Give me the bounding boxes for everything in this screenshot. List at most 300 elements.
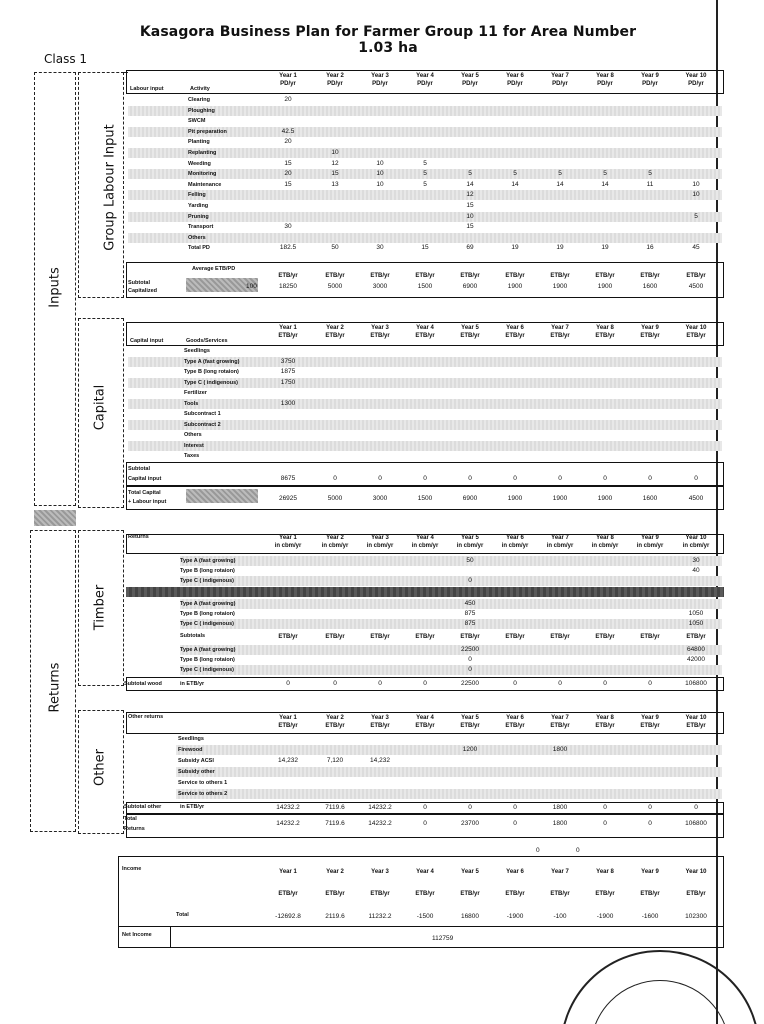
timber-y5-value: 875 [464,610,476,617]
capital-item-name: Others [184,432,202,438]
timber-type-name: Type A (fast growing) [180,647,236,653]
capital-subtotal-value: 0 [468,475,472,482]
year-header: Year 8 [596,73,614,79]
income-year-header: Year 5 [461,869,479,875]
income-total-value: 102300 [685,913,707,920]
timber-etb-unit: ETB/yr [278,634,298,640]
labour-input-total-label: + Labour input [128,499,167,505]
other-value: 1200 [462,746,478,753]
other-row-band [176,789,722,799]
total-returns-value: 1800 [552,820,568,827]
below-value-1: 0 [536,847,540,854]
capital-total-value: 1500 [417,495,433,502]
labour-row-band [128,116,722,126]
year-header: Year 4 [416,715,434,721]
total-returns-label-2: Returns [124,826,145,832]
labour-value: 69 [466,244,474,252]
timber-subtotals-label: Subtotals [180,633,206,639]
returns-header: Returns [128,534,149,540]
labour-activity-name: Pruning [188,213,209,220]
timber-row-band [180,566,722,576]
labour-value: 182.5 [279,244,297,252]
unit-header: ETB/yr [640,333,660,339]
average-etb-value: 100 [246,283,257,290]
income-unit-header: ETB/yr [505,891,525,897]
unit-header: ETB/yr [686,273,706,279]
labour-value: 5 [603,170,607,178]
labour-activity-name: Replanting [188,150,217,156]
timber-y5-value: 22500 [460,646,480,653]
income-total-value: -1900 [596,913,614,920]
timber-type-name: Type B (long rotaion) [180,611,235,617]
income-unit-header: ETB/yr [370,891,390,897]
year-header: Year 7 [551,715,569,721]
capital-item-name: Seedlings [184,348,210,354]
capital-total-box-shade [186,489,258,503]
unit-header: ETB/yr [325,333,345,339]
unit-header: ETB/yr [460,273,480,279]
unit-header: ETB/yr [505,723,525,729]
timber-subtotal-value: 0 [423,680,427,687]
unit-header: ETB/yr [370,333,390,339]
labour-activity-name: Felling [188,192,206,199]
inputs-label: Inputs [47,267,63,308]
total-returns-label-1: Total [124,816,137,822]
year-header: Year 5 [461,535,479,541]
year-header: Year 4 [416,535,434,541]
year-header: Year 8 [596,325,614,331]
year-header: Year 2 [326,715,344,721]
timber-subtotal-value: 106800 [685,680,707,687]
income-total-value: -1600 [641,913,659,920]
labour-subtotal-value: 1500 [417,283,433,290]
labour-row-band [128,148,722,158]
income-unit-header: ETB/yr [595,891,615,897]
unit-header: in cbm/yr [411,543,439,549]
timber-subtotal-value: 0 [286,680,290,687]
unit-header: PD/yr [642,81,658,87]
year-header: Year 6 [506,325,524,331]
year-header: Year 4 [416,325,434,331]
unit-header: ETB/yr [325,723,345,729]
below-value-2: 0 [576,847,580,854]
other-subtotal-value: 0 [513,804,517,811]
labour-value: 10 [376,180,384,188]
other-row-band [176,767,722,777]
unit-header: ETB/yr [415,273,435,279]
year-header: Year 3 [371,73,389,79]
total-returns-value: 14232.2 [368,820,392,827]
unit-header: ETB/yr [460,723,480,729]
subtotal-wood-label: Subtotal wood [124,681,162,687]
labour-value: 12 [331,159,339,167]
net-income-label: Net Income [122,932,152,938]
total-returns-value: 0 [648,820,652,827]
labour-value: 5 [423,180,427,188]
capital-item-name: Fertilizer [184,390,207,396]
income-unit-header: ETB/yr [325,891,345,897]
capital-row-band [128,346,722,356]
capital-item-name: Tools [184,400,199,407]
labour-value: 15 [284,159,292,167]
labour-subtotal-value: 5000 [327,283,343,290]
labour-value: 42.5 [281,127,295,135]
labour-value: 45 [692,244,700,252]
other-subtotal-value: 0 [423,804,427,811]
capital-item-value: 1875 [280,368,296,375]
year-header: Year 7 [551,325,569,331]
unit-header: in cbm/yr [636,543,664,549]
labour-value: 10 [376,170,384,178]
unit-header: ETB/yr [686,723,706,729]
timber-y5-value: 0 [468,666,472,673]
timber-y10-value: 1050 [688,620,704,627]
timber-y10-value: 42000 [686,656,706,663]
total-returns-value: 23700 [460,820,480,827]
labour-subtotal-value: 6900 [462,283,478,290]
unit-header: ETB/yr [595,723,615,729]
labour-value: 14 [556,180,564,188]
year-header: Year 5 [461,73,479,79]
year-header: Year 6 [506,535,524,541]
labour-value: 14 [466,180,474,188]
year-header: Year 5 [461,325,479,331]
income-year-header: Year 6 [506,869,524,875]
labour-value: 5 [648,170,652,178]
other-item-name: Service to others 1 [178,780,228,786]
class-label: Class 1 [44,52,88,66]
labour-activity-name: Weeding [188,160,211,167]
returns-label: Returns [47,662,63,713]
timber-etb-unit: ETB/yr [370,634,390,640]
timber-type-name: Type A (fast growing) [180,558,236,564]
labour-activity-name: Pit preparation [188,128,227,135]
year-header: Year 5 [461,715,479,721]
other-subtotal-value: 14232.2 [368,804,392,811]
other-item-name: Firewood [178,747,203,753]
labour-value: 10 [466,212,474,220]
labour-value: 12 [466,191,474,199]
capital-subtotal-value: 8675 [280,475,296,482]
capital-item-name: Type B (long rotaion) [184,369,239,375]
other-item-name: Subsidy ACSI [178,758,214,764]
income-unit-header: ETB/yr [278,891,298,897]
capital-subtotal-value: 0 [694,475,698,482]
capital-total-value: 3000 [372,495,388,502]
capital-total-value: 6900 [462,495,478,502]
year-header: Year 1 [279,715,297,721]
separator-block [34,510,76,526]
year-header: Year 10 [685,325,707,331]
capital-total-value: 5000 [327,495,343,502]
capital-subtotal-label: Subtotal [128,466,150,472]
other-value: 14,232 [278,757,298,764]
net-income-divider [170,926,171,948]
unit-header: in cbm/yr [321,543,349,549]
unit-header: in cbm/yr [682,543,710,549]
unit-header: ETB/yr [325,273,345,279]
capital-total-value: 1600 [642,495,658,502]
labour-value: 5 [423,159,427,167]
year-header: Year 4 [416,73,434,79]
net-income-top-line [118,926,724,927]
other-subtotal-value: 0 [694,804,698,811]
timber-type-name: Type B (long rotaion) [180,568,235,574]
labour-activity-name: Others [188,234,206,241]
timber-subtotal-value: 0 [513,680,517,687]
other-row-band [176,756,722,766]
year-header: Year 9 [641,325,659,331]
unit-header: in cbm/yr [274,543,302,549]
income-unit-header: ETB/yr [415,891,435,897]
goods-services-header: Goods/Services [186,338,228,344]
year-header: Year 2 [326,73,344,79]
unit-header: ETB/yr [550,723,570,729]
labour-subtotal-value: 3000 [372,283,388,290]
timber-label: Timber [92,584,108,631]
year-header: Year 3 [371,715,389,721]
income-year-header: Year 2 [326,869,344,875]
total-returns-value: 14232.2 [276,820,300,827]
year-header: Year 10 [685,715,707,721]
labour-row-band [128,106,722,116]
other-item-name: Subsidy other [178,769,215,775]
labour-row-band [128,190,722,200]
subtotal-other-label: Subtotal other [124,804,162,810]
unit-header: PD/yr [552,81,568,87]
timber-subtotal-value: 22500 [460,680,480,687]
timber-y5-value: 0 [468,656,472,663]
timber-subtotal-value: 0 [558,680,562,687]
total-returns-value: 7119.6 [325,820,345,827]
labour-row-band [128,137,722,147]
other-returns-header: Other returns [128,714,164,720]
timber-y10-value: 64800 [686,646,706,653]
timber-type-name: Type C ( indigenous) [180,578,234,584]
labour-activity-name: Maintenance [188,181,222,188]
labour-activity-name: Clearing [188,97,211,103]
other-label: Other [92,749,108,786]
labour-value: 15 [466,202,474,209]
capital-input-subtotal-label: Capital input [128,476,162,482]
labour-value: 14 [511,180,519,188]
timber-type-name: Type B (long rotaion) [180,657,235,663]
capital-item-name: Interest [184,442,204,449]
year-header: Year 3 [371,535,389,541]
unit-header: ETB/yr [370,723,390,729]
year-header: Year 10 [685,73,707,79]
unit-header: PD/yr [417,81,433,87]
unit-header: ETB/yr [550,333,570,339]
timber-etb-unit: ETB/yr [686,634,706,640]
capital-subtotal-value: 0 [423,475,427,482]
year-header: Year 6 [506,73,524,79]
labour-value: 15 [421,244,429,252]
unit-header: ETB/yr [278,273,298,279]
income-total-label: Total [176,912,189,918]
unit-header: PD/yr [597,81,613,87]
labour-value: 19 [601,244,609,252]
capital-subtotal-value: 0 [648,475,652,482]
unit-header: in cbm/yr [591,543,619,549]
labour-activity-name: Yarding [188,203,209,209]
capital-input-header: Capital input [130,338,164,344]
income-total-value: -12692.8 [275,913,301,920]
income-total-value: 2119.6 [325,913,345,920]
unit-header: ETB/yr [640,723,660,729]
labour-activity-name: Total PD [188,245,210,252]
labour-value: 5 [694,212,698,220]
capital-label: Capital [92,384,108,431]
income-year-header: Year 4 [416,869,434,875]
labour-activity-name: Ploughing [188,107,215,114]
year-header: Year 9 [641,73,659,79]
labour-activity-name: Transport [188,224,214,231]
timber-y10-value: 30 [692,557,700,564]
unit-header: ETB/yr [595,273,615,279]
capital-row-band [128,451,722,461]
timber-type-name: Type A (fast growing) [180,601,236,607]
labour-value: 10 [376,159,384,167]
capital-subtotal-value: 0 [378,475,382,482]
year-header: Year 8 [596,715,614,721]
unit-header: in cbm/yr [546,543,574,549]
income-year-header: Year 10 [685,869,707,875]
capital-subtotal-value: 0 [558,475,562,482]
capital-row-band [128,430,722,440]
labour-value: 20 [284,96,292,103]
labour-value: 15 [466,223,474,231]
total-returns-value: 0 [513,820,517,827]
other-subtotal-value: 1800 [552,804,568,811]
capital-total-value: 1900 [507,495,523,502]
unit-header: ETB/yr [505,273,525,279]
unit-header: PD/yr [688,81,704,87]
total-returns-value: 106800 [685,820,707,827]
labour-subtotal-value: 1900 [597,283,613,290]
unit-header: ETB/yr [460,333,480,339]
unit-header: ETB/yr [686,333,706,339]
labour-row-band [128,222,722,232]
income-unit-header: ETB/yr [460,891,480,897]
year-header: Year 1 [279,73,297,79]
year-header: Year 2 [326,535,344,541]
capital-item-name: Taxes [184,453,200,459]
timber-etb-unit: ETB/yr [325,634,345,640]
unit-header: PD/yr [327,81,343,87]
other-value: 1800 [552,746,568,753]
labour-subtotal-value: 18250 [278,283,298,290]
labour-value: 20 [284,138,292,146]
year-header: Year 2 [326,325,344,331]
other-subtotal-value: 7119.6 [325,804,345,811]
timber-y5-value: 0 [468,577,472,584]
group-labour-input-label: Group Labour Input [102,124,118,251]
capital-item-value: 1300 [280,399,296,407]
labour-value: 19 [511,244,519,252]
labour-value: 15 [331,170,339,178]
capital-total-value: 4500 [688,495,704,502]
capital-subtotal-value: 0 [603,475,607,482]
capital-item-name: Subcontract 1 [184,411,221,417]
in-etb-wood-label: in ETB/yr [180,681,205,687]
year-header: Year 3 [371,325,389,331]
labour-subtotal-label: Subtotal [128,280,150,286]
year-header: Year 6 [506,715,524,721]
timber-etb-unit: ETB/yr [550,634,570,640]
capital-total-value: 1900 [552,495,568,502]
capital-total-value: 26925 [278,495,298,502]
year-header: Year 7 [551,535,569,541]
labour-value: 50 [331,244,339,252]
capital-row-band [128,441,722,451]
total-capital-label: Total Capital [128,490,161,496]
labour-activity-name: Monitoring [188,171,217,178]
labour-value: 15 [284,180,292,188]
other-subtotal-value: 0 [468,804,472,811]
income-total-value: -1900 [506,913,524,920]
income-total-value: 16800 [460,913,480,920]
year-header: Year 8 [596,535,614,541]
income-total-value: -1500 [416,913,434,920]
timber-etb-unit: ETB/yr [640,634,660,640]
capital-item-name: Type A (fast growing) [184,358,240,365]
timber-etb-unit: ETB/yr [415,634,435,640]
average-etb-label: Average ETB/PD [192,266,236,272]
year-header: Year 7 [551,73,569,79]
labour-value: 5 [423,170,427,178]
unit-header: ETB/yr [640,273,660,279]
income-label: Income [122,866,142,872]
other-subtotal-value: 14232.2 [276,804,300,811]
year-header: Year 9 [641,715,659,721]
income-year-header: Year 3 [371,869,389,875]
timber-etb-unit: ETB/yr [505,634,525,640]
year-header: Year 1 [279,535,297,541]
labour-value: 10 [692,191,700,199]
income-unit-header: ETB/yr [640,891,660,897]
labour-value: 16 [646,244,654,252]
unit-header: ETB/yr [505,333,525,339]
labour-value: 30 [284,223,292,231]
unit-header: ETB/yr [550,273,570,279]
capital-item-name: Type C ( indigenous) [184,379,238,386]
other-row-band [176,734,722,744]
timber-etb-unit: ETB/yr [595,634,615,640]
labour-row-band [128,201,722,211]
timber-type-name: Type C ( indigenous) [180,667,234,673]
labour-value: 5 [468,170,472,178]
other-value: 7,120 [326,757,344,764]
labour-subtotal-value: 1600 [642,283,658,290]
unit-header: PD/yr [462,81,478,87]
net-income-value: 112759 [432,935,454,942]
labour-value: 10 [692,180,700,188]
income-unit-header: ETB/yr [550,891,570,897]
unit-header: ETB/yr [278,723,298,729]
capital-row-band [128,399,722,409]
unit-header: PD/yr [280,81,296,87]
timber-dark-band [126,587,724,597]
unit-header: in cbm/yr [501,543,529,549]
labour-value: 11 [646,180,654,188]
unit-header: ETB/yr [370,273,390,279]
unit-header: ETB/yr [415,723,435,729]
labour-activity-name: SWCM [188,118,206,125]
labour-value: 30 [376,244,384,252]
other-row-band [176,778,722,788]
other-subtotal-value: 0 [648,804,652,811]
